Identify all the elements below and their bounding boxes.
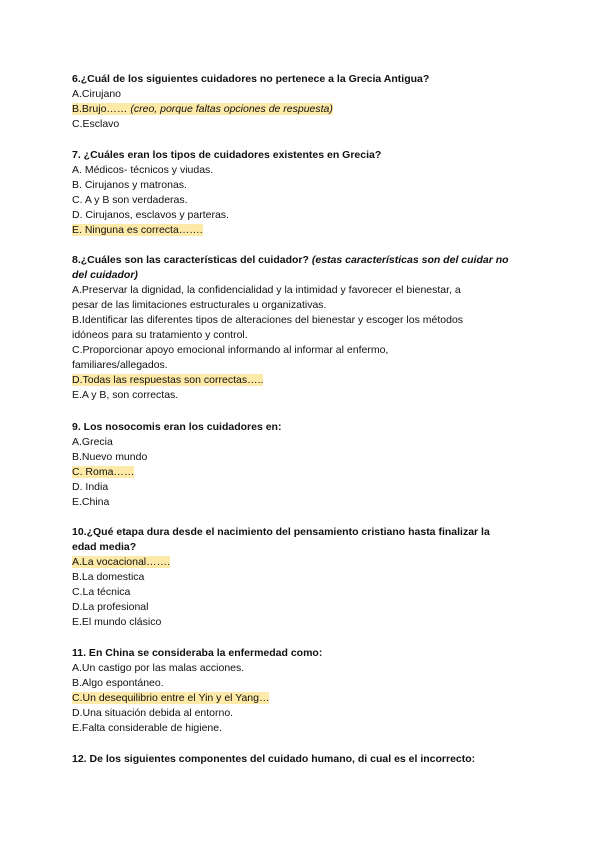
question-6 xyxy=(72,72,524,132)
question-title: 11. En China se consideraba la enfermedad como: xyxy=(72,647,323,659)
highlighted-answer: E. Ninguna es correcta……. xyxy=(72,224,203,236)
option-c: C.Esclavo xyxy=(72,118,120,130)
option-d: D.Una situación debida al entorno. xyxy=(72,707,234,719)
option-b: B.Nuevo mundo xyxy=(72,451,148,463)
option-b: B.Identificar las diferentes tipos de alteraciones del bienestar y escoger los métodos xyxy=(72,314,464,326)
option-b-text: B.Brujo…… xyxy=(72,103,128,115)
option-b: B.La domestica xyxy=(72,571,145,583)
option-a: A.Cirujano xyxy=(72,88,122,100)
question-11 xyxy=(72,646,524,736)
highlighted-answer: D.Todas las respuestas son correctas….. xyxy=(72,374,264,386)
question-9 xyxy=(72,420,524,510)
question-8 xyxy=(72,253,524,403)
option-a: A.Grecia xyxy=(72,436,113,448)
option-c xyxy=(72,465,524,480)
option-d: D. India xyxy=(72,481,109,493)
question-title xyxy=(72,253,524,283)
option-d: D.La profesional xyxy=(72,601,149,613)
question-title: 6.¿Cuál de los siguientes cuidadores no pertenece a la Grecia Antigua? xyxy=(72,73,430,85)
option-c: C.La técnica xyxy=(72,586,131,598)
question-title-cont: edad media? xyxy=(72,541,137,553)
highlighted-answer: C.Un desequilibrio entre el Yin y el Yang… xyxy=(72,692,270,704)
option-b: B. Cirujanos y matronas. xyxy=(72,179,187,191)
option-b-cont: idóneos para su tratamiento y control. xyxy=(72,329,248,341)
question-title: 10.¿Qué etapa dura desde el nacimiento del pensamiento cristiano hasta finalizar la xyxy=(72,526,490,538)
option-b xyxy=(72,102,524,117)
option-e: E.China xyxy=(72,496,110,508)
question-10 xyxy=(72,525,524,630)
option-e: E.A y B, son correctas. xyxy=(72,389,179,401)
option-a: A.Un castigo por las malas acciones. xyxy=(72,662,245,674)
option-c: C. A y B son verdaderas. xyxy=(72,194,188,206)
question-12 xyxy=(72,752,524,767)
question-title: 9. Los nosocomis eran los cuidadores en: xyxy=(72,421,282,433)
highlighted-answer xyxy=(72,103,333,115)
option-c-cont: familiares/allegados. xyxy=(72,359,168,371)
question-title-text: 8.¿Cuáles son las características del cuidador? xyxy=(72,254,309,266)
option-e: E.Falta considerable de higiene. xyxy=(72,722,223,734)
question-title: 7. ¿Cuáles eran los tipos de cuidadores existentes en Grecia? xyxy=(72,149,382,161)
option-a: A.Preservar la dignidad, la confidencialidad y la intimidad y favorecer el bienestar, a xyxy=(72,284,461,296)
option-d xyxy=(72,373,524,388)
question-title: 12. De los siguientes componentes del cuidado humano, di cual es el incorrecto: xyxy=(72,753,476,765)
option-e: E.El mundo clásico xyxy=(72,616,162,628)
option-a: A. Médicos- técnicos y viudas. xyxy=(72,164,214,176)
option-b: B.Algo espontáneo. xyxy=(72,677,164,689)
question-7 xyxy=(72,148,524,238)
option-e xyxy=(72,223,524,238)
option-a-cont: pesar de las limitaciones estructurales u organizativas. xyxy=(72,299,327,311)
option-a xyxy=(72,555,524,570)
option-d: D. Cirujanos, esclavos y parteras. xyxy=(72,209,229,221)
answer-note: (creo, porque faltas opciones de respuesta) xyxy=(130,103,333,115)
option-c xyxy=(72,691,524,706)
highlighted-answer: C. Roma…… xyxy=(72,466,135,478)
highlighted-answer: A.La vocacional……. xyxy=(72,556,171,568)
question-note: (estas características son del cuidar no del cuidador) xyxy=(72,254,509,281)
option-c: C.Proporcionar apoyo emocional informando al informar al enfermo, xyxy=(72,344,389,356)
